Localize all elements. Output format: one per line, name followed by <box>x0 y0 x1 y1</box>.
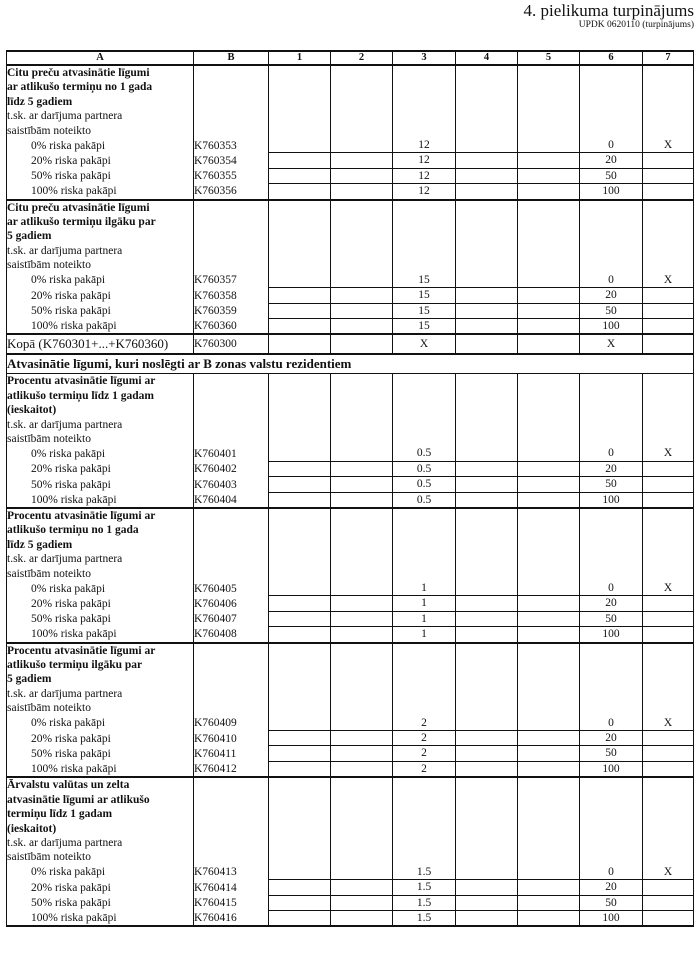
conversion-factor: 1 <box>393 581 456 596</box>
table-row <box>7 446 694 461</box>
table-row <box>7 611 694 626</box>
table-row <box>7 596 694 611</box>
block-title-line: ar atlikušo termiņu ilgāku par <box>7 215 194 229</box>
risk-label: 100% riska pakāpi <box>7 761 194 777</box>
subheading-line: t.sk. ar darījuma partnera <box>7 418 194 432</box>
row-code: K760354 <box>194 153 269 168</box>
row-code: K760411 <box>194 746 269 761</box>
row-code: K760407 <box>194 611 269 626</box>
risk-weight: 0 <box>580 273 643 288</box>
risk-weight: 20 <box>580 731 643 746</box>
conversion-factor: 1.5 <box>393 880 456 895</box>
table-row <box>7 822 694 836</box>
x-mark: X <box>643 716 694 731</box>
risk-label: 20% riska pakāpi <box>7 153 194 168</box>
subheading-line: t.sk. ar darījuma partnera <box>7 552 194 566</box>
block-title-line: ar atlikušo termiņu no 1 gada <box>7 80 194 94</box>
table-row <box>7 807 694 821</box>
block-title-line: Ārvalstu valūtas un zelta <box>7 777 194 792</box>
risk-weight: 100 <box>580 910 643 926</box>
table-row <box>7 215 694 229</box>
conversion-factor: 0.5 <box>393 461 456 476</box>
column-header: 1 <box>269 51 331 65</box>
table-row <box>7 687 694 701</box>
table-row <box>7 793 694 807</box>
column-header: 3 <box>393 51 456 65</box>
table-row <box>7 581 694 596</box>
row-code: K760410 <box>194 731 269 746</box>
table-row <box>7 761 694 777</box>
table-row <box>7 432 694 446</box>
block-title-line: līdz 5 gadiem <box>7 95 194 109</box>
total-code: K760300 <box>194 334 269 354</box>
conversion-factor: 12 <box>393 184 456 200</box>
risk-weight: 0 <box>580 716 643 731</box>
column-header: A <box>7 51 194 65</box>
column-header: 4 <box>456 51 518 65</box>
risk-weight: 50 <box>580 895 643 910</box>
table-row <box>7 303 694 318</box>
table-row <box>7 168 694 183</box>
risk-label: 0% riska pakāpi <box>7 273 194 288</box>
block-title-line: termiņu līdz 1 gadam <box>7 807 194 821</box>
table-row <box>7 552 694 566</box>
row-code: K760359 <box>194 303 269 318</box>
risk-label: 100% riska pakāpi <box>7 318 194 334</box>
risk-label: 50% riska pakāpi <box>7 477 194 492</box>
row-code: K760415 <box>194 895 269 910</box>
block-title-line: atlikušo termiņu ilgāku par <box>7 658 194 672</box>
table-row <box>7 508 694 523</box>
table-row <box>7 865 694 880</box>
x-mark: X <box>643 446 694 461</box>
block-title-line: Procentu atvasinātie līgumi ar <box>7 374 194 389</box>
conversion-factor: 12 <box>393 168 456 183</box>
block-title-line: (ieskaitot) <box>7 403 194 417</box>
table-row <box>7 184 694 200</box>
x-mark: X <box>643 581 694 596</box>
risk-weight: 50 <box>580 746 643 761</box>
page-title: 4. pielikuma turpinājums <box>523 1 694 20</box>
subheading-line: t.sk. ar darījuma partnera <box>7 836 194 850</box>
block-title-line: Procentu atvasinātie līgumi ar <box>7 508 194 523</box>
table-row <box>7 895 694 910</box>
conversion-factor: 0.5 <box>393 446 456 461</box>
conversion-factor: 15 <box>393 318 456 334</box>
block-title-line: Citu preču atvasinātie līgumi <box>7 200 194 215</box>
row-code: K760357 <box>194 273 269 288</box>
row-code: K760404 <box>194 492 269 508</box>
conversion-factor: 1 <box>393 596 456 611</box>
risk-label: 0% riska pakāpi <box>7 581 194 596</box>
risk-label: 0% riska pakāpi <box>7 138 194 153</box>
table-row <box>7 538 694 552</box>
subheading-line: t.sk. ar darījuma partnera <box>7 687 194 701</box>
risk-weight: 100 <box>580 761 643 777</box>
risk-weight: 0 <box>580 446 643 461</box>
section-title: Atvasinātie līgumi, kuri noslēgti ar B zonas valstu rezidentiem <box>7 354 694 374</box>
subheading-line: saistībām noteikto <box>7 432 194 446</box>
subheading-line: saistībām noteikto <box>7 124 194 138</box>
column-header-row <box>7 51 694 65</box>
risk-weight: 50 <box>580 168 643 183</box>
risk-label: 20% riska pakāpi <box>7 288 194 303</box>
table-row <box>7 124 694 138</box>
total-label: Kopā (K760301+...+K760360) <box>7 334 194 354</box>
table-row <box>7 273 694 288</box>
page-header <box>524 2 694 31</box>
total-row <box>7 334 694 354</box>
row-code: K760413 <box>194 865 269 880</box>
table-row <box>7 95 694 109</box>
table-row <box>7 627 694 643</box>
block-title-line: līdz 5 gadiem <box>7 538 194 552</box>
table-row <box>7 109 694 123</box>
table-row <box>7 288 694 303</box>
subheading-line: saistībām noteikto <box>7 850 194 864</box>
risk-label: 50% riska pakāpi <box>7 303 194 318</box>
table-row <box>7 836 694 850</box>
risk-label: 50% riska pakāpi <box>7 746 194 761</box>
risk-weight: 100 <box>580 184 643 200</box>
risk-label: 100% riska pakāpi <box>7 492 194 508</box>
x-mark: X <box>643 865 694 880</box>
risk-weight: 100 <box>580 318 643 334</box>
risk-weight: 50 <box>580 611 643 626</box>
risk-weight: 20 <box>580 880 643 895</box>
table-row <box>7 523 694 537</box>
block-title-line: 5 gadiem <box>7 672 194 686</box>
table-row <box>7 910 694 926</box>
table-row <box>7 258 694 272</box>
table-row <box>7 716 694 731</box>
table-row <box>7 200 694 215</box>
table-row <box>7 643 694 658</box>
conversion-factor: 0.5 <box>393 492 456 508</box>
row-code: K760358 <box>194 288 269 303</box>
risk-label: 0% riska pakāpi <box>7 865 194 880</box>
block-title-line: atlikušo termiņu līdz 1 gadam <box>7 389 194 403</box>
risk-weight: 0 <box>580 581 643 596</box>
risk-weight: 20 <box>580 461 643 476</box>
row-code: K760406 <box>194 596 269 611</box>
risk-weight: 50 <box>580 303 643 318</box>
risk-weight: 100 <box>580 492 643 508</box>
form-code: UPDK 0620110 (turpinājums) <box>578 20 694 30</box>
risk-weight: 0 <box>580 865 643 880</box>
risk-weight: 0 <box>580 138 643 153</box>
block-title-line: atlikušo termiņu no 1 gada <box>7 523 194 537</box>
table-row <box>7 672 694 686</box>
conversion-factor: 2 <box>393 716 456 731</box>
conversion-factor: 2 <box>393 761 456 777</box>
risk-weight: 100 <box>580 627 643 643</box>
table-row <box>7 658 694 672</box>
risk-weight: 50 <box>580 477 643 492</box>
table-row <box>7 374 694 389</box>
table-row <box>7 850 694 864</box>
block-title-line: 5 gadiem <box>7 229 194 243</box>
table-row <box>7 880 694 895</box>
row-code: K760408 <box>194 627 269 643</box>
conversion-factor: 1.5 <box>393 910 456 926</box>
risk-label: 50% riska pakāpi <box>7 168 194 183</box>
conversion-factor: 2 <box>393 746 456 761</box>
column-header: 2 <box>331 51 393 65</box>
x-mark: X <box>643 138 694 153</box>
row-code: K760403 <box>194 477 269 492</box>
row-code: K760416 <box>194 910 269 926</box>
block-title-line: Procentu atvasinātie līgumi ar <box>7 643 194 658</box>
subheading-line: t.sk. ar darījuma partnera <box>7 244 194 258</box>
row-code: K760412 <box>194 761 269 777</box>
block-title-line: Citu preču atvasinātie līgumi <box>7 65 194 80</box>
risk-label: 50% riska pakāpi <box>7 895 194 910</box>
column-header: 7 <box>643 51 694 65</box>
subheading-line: saistībām noteikto <box>7 567 194 581</box>
table-row <box>7 65 694 80</box>
table-row <box>7 492 694 508</box>
conversion-factor: 0.5 <box>393 477 456 492</box>
row-code: K760353 <box>194 138 269 153</box>
risk-label: 20% riska pakāpi <box>7 596 194 611</box>
table-row <box>7 389 694 403</box>
table-row <box>7 567 694 581</box>
table-row <box>7 244 694 258</box>
risk-label: 100% riska pakāpi <box>7 184 194 200</box>
x-mark: X <box>643 273 694 288</box>
risk-label: 20% riska pakāpi <box>7 461 194 476</box>
conversion-factor: 15 <box>393 288 456 303</box>
conversion-factor: 2 <box>393 731 456 746</box>
block-title-line: (ieskaitot) <box>7 822 194 836</box>
risk-weight: 20 <box>580 153 643 168</box>
row-code: K760409 <box>194 716 269 731</box>
table-row <box>7 153 694 168</box>
conversion-factor: 1.5 <box>393 865 456 880</box>
row-code: K760355 <box>194 168 269 183</box>
table-row <box>7 746 694 761</box>
risk-label: 0% riska pakāpi <box>7 446 194 461</box>
table-row <box>7 477 694 492</box>
risk-label: 50% riska pakāpi <box>7 611 194 626</box>
risk-label: 20% riska pakāpi <box>7 880 194 895</box>
section-heading-row <box>7 354 694 374</box>
table-row <box>7 731 694 746</box>
row-code: K760401 <box>194 446 269 461</box>
subheading-line: saistībām noteikto <box>7 701 194 715</box>
risk-label: 0% riska pakāpi <box>7 716 194 731</box>
subheading-line: t.sk. ar darījuma partnera <box>7 109 194 123</box>
table-row <box>7 418 694 432</box>
column-header: 5 <box>518 51 580 65</box>
table-row <box>7 229 694 243</box>
row-code: K760402 <box>194 461 269 476</box>
subheading-line: saistībām noteikto <box>7 258 194 272</box>
column-header: 6 <box>580 51 643 65</box>
table-row <box>7 318 694 334</box>
row-code: K760414 <box>194 880 269 895</box>
risk-label: 100% riska pakāpi <box>7 627 194 643</box>
risk-label: 20% riska pakāpi <box>7 731 194 746</box>
conversion-factor: 15 <box>393 273 456 288</box>
table-row <box>7 461 694 476</box>
table-row <box>7 777 694 792</box>
row-code: K760360 <box>194 318 269 334</box>
row-code: K760356 <box>194 184 269 200</box>
conversion-factor: 12 <box>393 153 456 168</box>
table-row <box>7 80 694 94</box>
table-row <box>7 701 694 715</box>
conversion-factor: 15 <box>393 303 456 318</box>
row-code: K760405 <box>194 581 269 596</box>
report-table <box>6 50 694 927</box>
risk-weight: 20 <box>580 596 643 611</box>
conversion-factor: 12 <box>393 138 456 153</box>
total-col6: X <box>580 334 643 354</box>
risk-weight: 20 <box>580 288 643 303</box>
table-row <box>7 403 694 417</box>
table-row <box>7 138 694 153</box>
column-header: B <box>194 51 269 65</box>
risk-label: 100% riska pakāpi <box>7 910 194 926</box>
conversion-factor: 1 <box>393 611 456 626</box>
conversion-factor: 1 <box>393 627 456 643</box>
total-col3: X <box>393 334 456 354</box>
conversion-factor: 1.5 <box>393 895 456 910</box>
block-title-line: atvasinātie līgumi ar atlikušo <box>7 793 194 807</box>
